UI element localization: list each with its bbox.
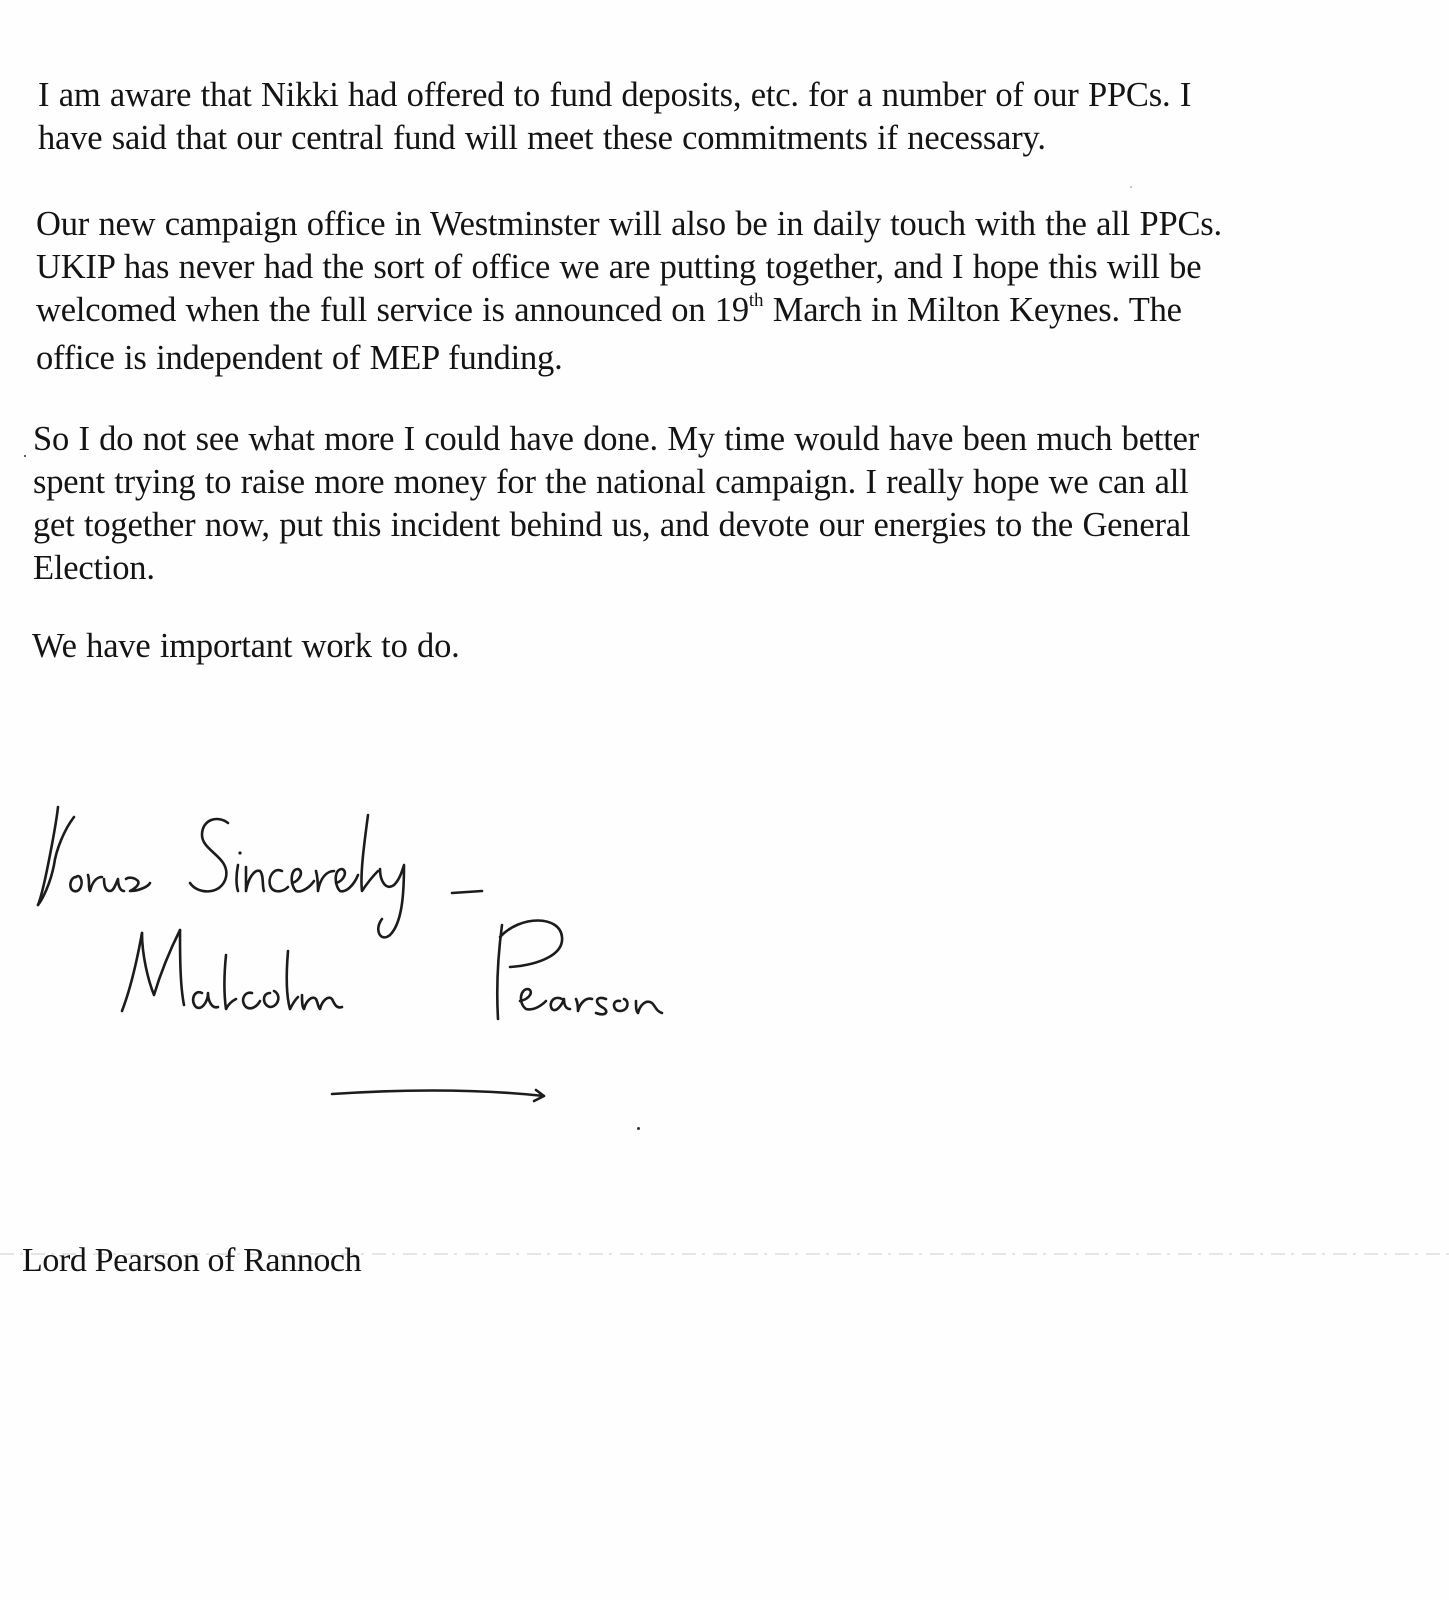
text-line: spent trying to raise more money for the national campaign. I really hope we can all <box>33 463 1189 501</box>
paragraph-campaign-office <box>36 203 1356 380</box>
text-line: So I do not see what more I could have done. My time would have been much better <box>33 420 1200 458</box>
text-line: We have important work to do. <box>32 627 460 665</box>
handwritten-signature <box>30 805 710 1135</box>
text-line: office is independent of MEP funding. <box>36 339 563 377</box>
scan-speck <box>1130 186 1132 188</box>
ordinal-suffix: th <box>748 290 764 311</box>
text-line: Our new campaign office in Westminster will also be in daily touch with the all PPCs. <box>36 205 1222 243</box>
text-line <box>36 289 1356 337</box>
paragraph-general-election <box>33 418 1353 590</box>
text-line: get together now, put this incident behind us, and devote our energies to the General <box>33 506 1191 544</box>
text-fragment: welcomed when the full service is announced on 19 <box>36 291 749 329</box>
paragraph-deposits <box>38 74 1358 160</box>
scan-speck <box>24 455 26 457</box>
text-line: have said that our central fund will meet these commitments if necessary. <box>38 119 1046 157</box>
text-line: Election. <box>33 549 155 587</box>
signatory-name: Lord Pearson of Rannoch <box>22 1242 362 1279</box>
scan-speck <box>637 1127 640 1130</box>
text-line: I am aware that Nikki had offered to fund deposits, etc. for a number of our PPCs. I <box>38 76 1192 114</box>
paragraph-closing-remark <box>32 625 1352 668</box>
text-fragment: March in Milton Keynes. The <box>763 291 1182 329</box>
text-line: UKIP has never had the sort of office we are putting together, and I hope this will be <box>36 248 1202 286</box>
